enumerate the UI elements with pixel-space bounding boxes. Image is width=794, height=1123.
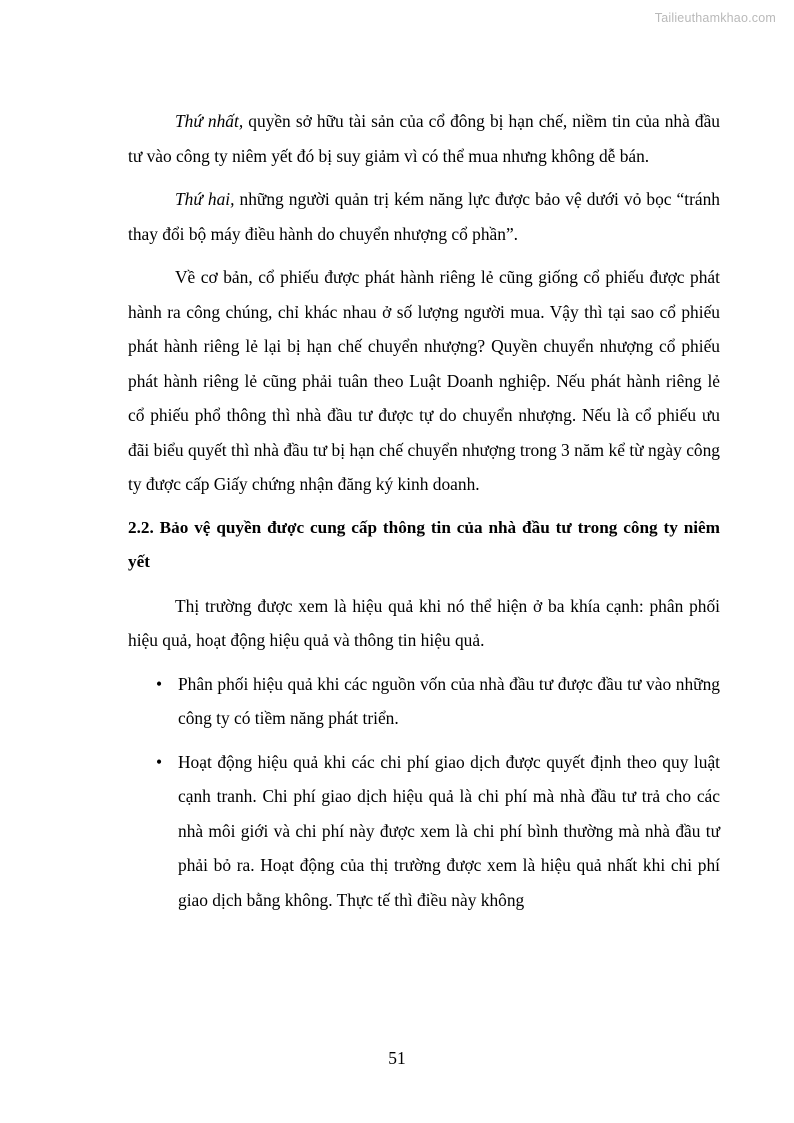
paragraph-spacer — [128, 173, 720, 182]
paragraph-1-lead-italic: Thứ nhất, — [175, 111, 244, 131]
page-number: 51 — [388, 1048, 406, 1068]
list-item — [128, 745, 720, 918]
paragraph-2-text: những người quản trị kém năng lực được bảo vệ dưới vỏ bọc “tránh thay đổi bộ máy điều hành do chuyển nhượng cổ phần”. — [128, 189, 720, 244]
list-spacer — [128, 658, 720, 667]
list-item — [128, 667, 720, 736]
paragraph-ve-co-ban: Về cơ bản, cổ phiếu được phát hành riêng lẻ cũng giống cổ phiếu được phát hành ra công chúng, chỉ khác nhau ở số lượng người mua. Vậy thì tại sao cổ phiếu phát hành riêng lẻ lại bị hạn chế chuyển nhượng? Quyền chuyển nhượng cổ phiếu phát hành riêng lẻ cũng phải tuân theo Luật Doanh nghiệp. Nếu phát hành riêng lẻ cổ phiếu phổ thông thì nhà đầu tư được tự do chuyển nhượng. Nếu là cổ phiếu ưu đãi biểu quyết thì nhà đầu tư bị hạn chế chuyển nhượng trong 3 năm kể từ ngày công ty được cấp Giấy chứng nhận đăng ký kinh doanh. — [128, 267, 720, 494]
bullet-marker-icon: • — [156, 751, 163, 772]
list-item-text: Phân phối hiệu quả khi các nguồn vốn của nhà đầu tư được đầu tư vào những công ty có tiềm năng phát triển. — [178, 673, 720, 728]
bullet-marker-icon: • — [156, 673, 163, 694]
bullet-list — [128, 667, 720, 918]
list-item-text: Hoạt động hiệu quả khi các chi phí giao dịch được quyết định theo quy luật cạnh tranh. Chi phí giao dịch hiệu quả là chi phí mà nhà đầu tư trả cho các nhà môi giới và chi phí này được xem là chi phí bình thường mà nhà đầu tư phải bỏ ra. Hoạt động của thị trường được xem là hiệu quả nhất khi chi phí giao dịch bằng không. Thực tế thì điều này không — [178, 751, 720, 910]
paragraph-2-lead-italic: Thứ hai, — [175, 189, 235, 209]
paragraph-spacer — [128, 580, 720, 589]
document-body — [128, 104, 720, 917]
paragraph-thu-nhat — [128, 104, 720, 173]
paragraph-thu-hai — [128, 182, 720, 251]
paragraph-thi-truong: Thị trường được xem là hiệu quả khi nó thể hiện ở ba khía cạnh: phân phối hiệu quả, hoạt động hiệu quả và thông tin hiệu quả. — [128, 595, 720, 650]
paragraph-1-text: quyền sở hữu tài sản của cổ đông bị hạn chế, niềm tin của nhà đầu tư vào công ty niêm yết đó bị suy giảm vì có thể mua nhưng không dễ bán. — [128, 111, 720, 166]
heading-spacer — [128, 502, 720, 511]
section-heading-2-2: 2.2. Bảo vệ quyền được cung cấp thông tin của nhà đầu tư trong công ty niêm yết — [128, 517, 720, 571]
paragraph-spacer — [128, 251, 720, 260]
watermark-text: Tailieuthamkhao.com — [654, 11, 776, 25]
